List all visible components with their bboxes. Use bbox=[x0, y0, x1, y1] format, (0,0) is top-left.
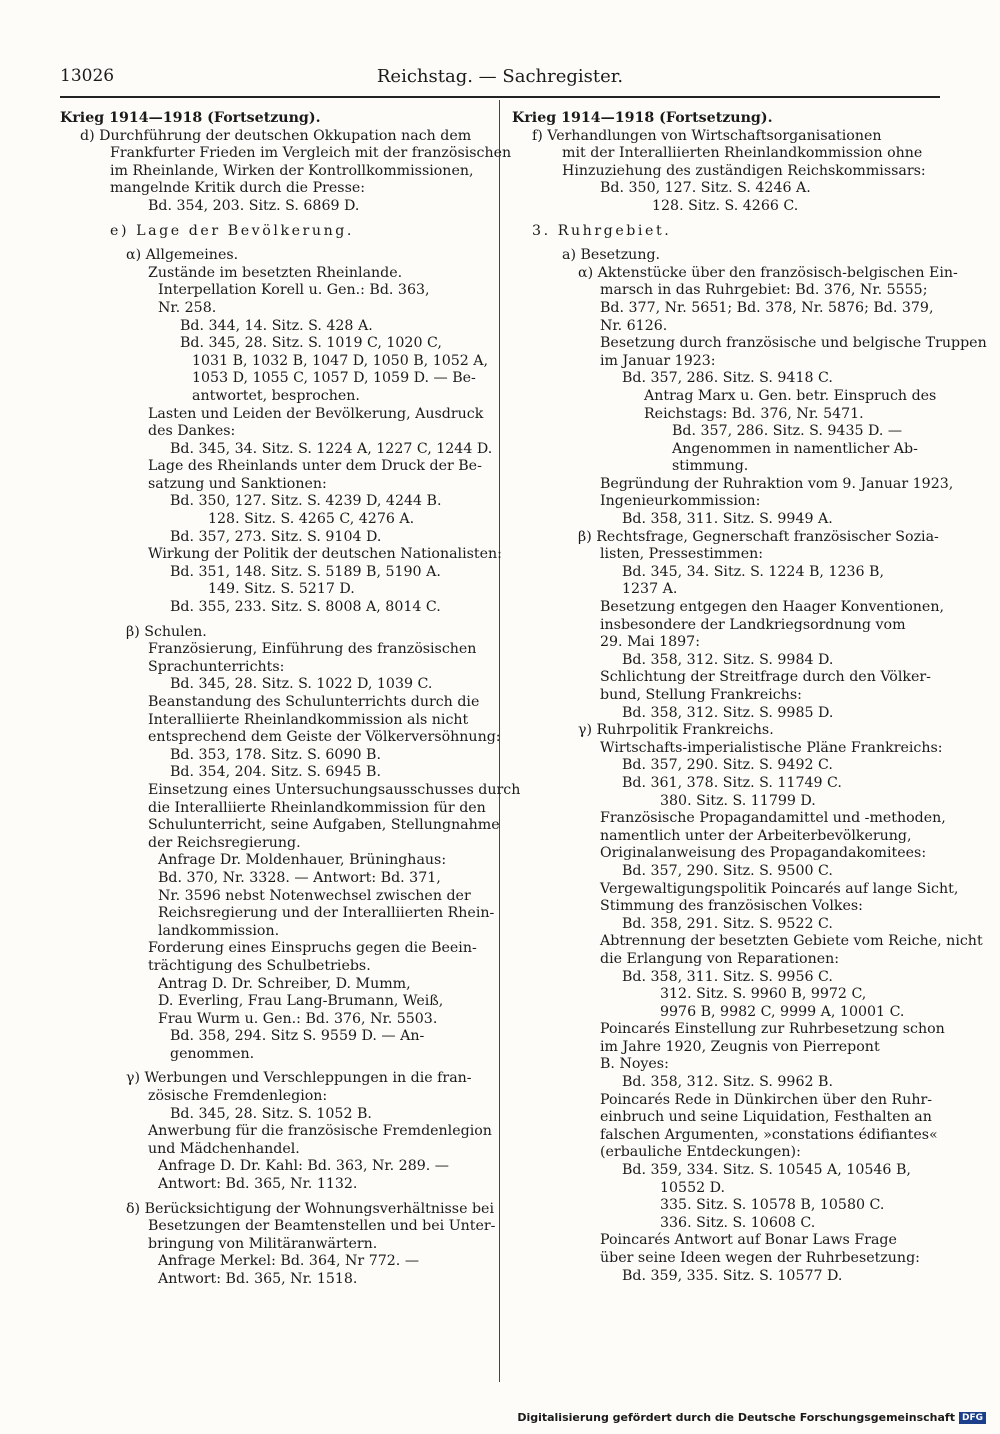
spacer bbox=[512, 240, 940, 247]
index-line: Bd. 358, 312. Sitz. S. 9962 B. bbox=[622, 1074, 833, 1091]
index-line: Reichstags: Bd. 376, Nr. 5471. bbox=[644, 405, 864, 422]
index-line: Nr. 6126. bbox=[600, 317, 668, 334]
index-line: Bd. 345, 28. Sitz. S. 1019 C, 1020 C, bbox=[180, 335, 442, 352]
spacer bbox=[512, 216, 940, 223]
index-line: α) Allgemeines. bbox=[126, 247, 239, 264]
spacer bbox=[60, 617, 488, 624]
index-line: Ingenieurkommission: bbox=[600, 493, 761, 510]
index-line: falschen Argumenten, »constations édifiantes« bbox=[600, 1126, 938, 1143]
index-line: stimmung. bbox=[672, 458, 749, 475]
index-line: 149. Sitz. S. 5217 D. bbox=[208, 581, 355, 598]
index-line: 336. Sitz. S. 10608 C. bbox=[660, 1214, 816, 1231]
index-line: Lasten und Leiden der Bevölkerung, Ausdruck bbox=[148, 405, 484, 422]
index-line: Bd. 354, 204. Sitz. S. 6945 B. bbox=[170, 764, 381, 781]
index-line: antwortet, besprochen. bbox=[192, 387, 360, 404]
index-line: Beanstandung des Schulunterrichts durch die bbox=[148, 694, 480, 710]
header-rule bbox=[60, 96, 940, 98]
index-line: Frankfurter Frieden im Vergleich mit der französischen bbox=[110, 145, 512, 162]
index-line: e) Lage der Bevölkerung. bbox=[110, 222, 354, 239]
index-line: Bd. 345, 34. Sitz. S. 1224 B, 1236 B, bbox=[622, 563, 884, 580]
index-line: 3. Ruhrgebiet. bbox=[532, 222, 672, 239]
index-line: f) Verhandlungen von Wirtschaftsorganisationen bbox=[532, 127, 882, 144]
index-line: Bd. 350, 127. Sitz. S. 4246 A. bbox=[600, 180, 811, 197]
index-line: Antwort: Bd. 365, Nr. 1132. bbox=[158, 1176, 358, 1193]
index-line: Bd. 351, 148. Sitz. S. 5189 B, 5190 A. bbox=[170, 563, 441, 580]
index-line: Antwort: Bd. 365, Nr. 1518. bbox=[158, 1271, 358, 1287]
index-line: (erbauliche Entdeckungen): bbox=[600, 1144, 801, 1161]
index-line: β) Rechtsfrage, Gegnerschaft französischer Sozia- bbox=[578, 528, 939, 545]
index-line: Bd. 377, Nr. 5651; Bd. 378, Nr. 5876; Bd. 379, bbox=[600, 299, 934, 316]
index-line: Nr. 258. bbox=[158, 299, 217, 316]
index-line: satzung und Sanktionen: bbox=[148, 475, 327, 492]
index-line: Bd. 353, 178. Sitz. S. 6090 B. bbox=[170, 746, 381, 763]
index-line: 380. Sitz. S. 11799 D. bbox=[660, 792, 816, 809]
index-line: mangelnde Kritik durch die Presse: bbox=[110, 180, 366, 197]
index-line: Bd. 345, 28. Sitz. S. 1022 D, 1039 C. bbox=[170, 676, 433, 693]
dfg-credit-text: Digitalisierung gefördert durch die Deutsche Forschungsgemeinschaft bbox=[517, 1411, 955, 1424]
index-line: 1031 B, 1032 B, 1047 D, 1050 B, 1052 A, bbox=[192, 352, 489, 369]
index-line: Reichsregierung und der Interalliierten Rhein- bbox=[158, 905, 495, 922]
index-line: Französierung, Einführung des französischen bbox=[148, 641, 477, 658]
index-line: Originalanweisung des Propagandakomitees: bbox=[600, 845, 927, 862]
index-line: marsch in das Ruhrgebiet: Bd. 376, Nr. 5555; bbox=[600, 282, 928, 299]
index-line: listen, Pressestimmen: bbox=[600, 546, 764, 563]
index-line: Vergewaltigungspolitik Poincarés auf lange Sicht, bbox=[600, 880, 959, 897]
running-title: Reichstag. — Sachregister. bbox=[376, 66, 624, 87]
left-column bbox=[60, 110, 521, 1289]
index-line: 312. Sitz. S. 9960 B, 9972 C, bbox=[660, 986, 867, 1003]
index-line: Wirkung der Politik der deutschen Nationalisten: bbox=[148, 546, 502, 563]
index-line: Abtrennung der besetzten Gebiete vom Reiche, nicht bbox=[600, 933, 983, 950]
index-line: Bd. 358, 312. Sitz. S. 9984 D. bbox=[622, 651, 834, 668]
index-line: Anfrage D. Dr. Kahl: Bd. 363, Nr. 289. — bbox=[158, 1158, 449, 1175]
index-line: über seine Ideen wegen der Ruhrbesetzung: bbox=[600, 1250, 920, 1266]
dfg-logo: DFG bbox=[959, 1412, 986, 1424]
index-line: bund, Stellung Frankreichs: bbox=[600, 687, 802, 703]
index-line: und Mädchenhandel. bbox=[148, 1140, 300, 1157]
index-line: Bd. 357, 290. Sitz. S. 9492 C. bbox=[622, 757, 833, 774]
index-line: Antrag Marx u. Gen. betr. Einspruch des bbox=[644, 387, 937, 404]
index-line: D. Everling, Frau Lang-Brumann, Weiß, bbox=[158, 993, 444, 1010]
index-line: 29. Mai 1897: bbox=[600, 634, 700, 651]
index-line: mit der Interalliierten Rheinlandkommission ohne bbox=[562, 145, 923, 162]
index-line: 1237 A. bbox=[622, 581, 678, 598]
index-line: Krieg 1914—1918 (Fortsetzung). bbox=[60, 110, 321, 126]
index-line: Poincarés Einstellung zur Ruhrbesetzung schon bbox=[600, 1021, 945, 1038]
index-line: Besetzung entgegen den Haager Konventionen, bbox=[600, 599, 944, 616]
index-line: Besetzungen der Beamtenstellen und bei Unter- bbox=[148, 1218, 496, 1235]
index-line: Französische Propagandamittel und -methoden, bbox=[600, 810, 946, 827]
index-line: landkommission. bbox=[158, 922, 280, 939]
index-line: Bd. 357, 273. Sitz. S. 9104 D. bbox=[170, 528, 382, 545]
index-line: bringung von Militäranwärtern. bbox=[148, 1235, 378, 1252]
index-line: Forderung eines Einspruchs gegen die Beein- bbox=[148, 940, 477, 957]
index-line: Sprachunterrichts: bbox=[148, 658, 285, 675]
index-line: trächtigung des Schulbetriebs. bbox=[148, 957, 371, 974]
index-line: Poincarés Rede in Dünkirchen über den Ruhr- bbox=[600, 1091, 933, 1108]
index-line: Bd. 358, 311. Sitz. S. 9949 A. bbox=[622, 511, 833, 528]
index-line: im Januar 1923: bbox=[600, 352, 716, 369]
spacer bbox=[60, 216, 488, 223]
index-line: 128. Sitz. S. 4265 C, 4276 A. bbox=[208, 511, 415, 528]
index-line: α) Aktenstücke über den französisch-belgischen Ein- bbox=[578, 264, 958, 281]
index-line: Poincarés Antwort auf Bonar Laws Frage bbox=[600, 1232, 897, 1249]
index-line: namentlich unter der Arbeiterbevölkerung, bbox=[600, 827, 912, 844]
index-line: d) Durchführung der deutschen Okkupation nach dem bbox=[80, 127, 472, 144]
index-line: Zustände im besetzten Rheinlande. bbox=[148, 264, 403, 281]
index-line: Angenommen in namentlicher Ab- bbox=[672, 440, 918, 457]
index-line: zösische Fremdenlegion: bbox=[148, 1088, 328, 1105]
right-column bbox=[512, 110, 987, 1285]
index-line: Anfrage Dr. Moldenhauer, Brüninghaus: bbox=[158, 852, 447, 869]
index-line: Bd. 358, 291. Sitz. S. 9522 C. bbox=[622, 915, 833, 932]
index-line: Bd. 345, 34. Sitz. S. 1224 A, 1227 C, 1244 D. bbox=[170, 440, 493, 457]
index-line: B. Noyes: bbox=[600, 1056, 669, 1073]
index-line: Hinzuziehung des zuständigen Reichskommissars: bbox=[562, 162, 926, 179]
index-line: Bd. 357, 290. Sitz. S. 9500 C. bbox=[622, 862, 833, 879]
index-line: Einsetzung eines Untersuchungsausschusses durch bbox=[148, 781, 521, 798]
index-line: einbruch und seine Liquidation, Festhalten an bbox=[600, 1109, 932, 1126]
spacer bbox=[60, 240, 488, 247]
index-line: Bd. 361, 378. Sitz. S. 11749 C. bbox=[622, 774, 842, 791]
index-line: Bd. 359, 335. Sitz. S. 10577 D. bbox=[622, 1267, 843, 1284]
index-line: Antrag D. Dr. Schreiber, D. Mumm, bbox=[158, 975, 411, 992]
index-line: β) Schulen. bbox=[126, 623, 207, 640]
index-line: Bd. 354, 203. Sitz. S. 6869 D. bbox=[148, 197, 360, 214]
index-line: 128. Sitz. S. 4266 C. bbox=[652, 197, 799, 214]
index-line: Bd. 357, 286. Sitz. S. 9418 C. bbox=[622, 370, 833, 387]
spacer bbox=[60, 1063, 488, 1070]
index-line: 10552 D. bbox=[660, 1179, 726, 1196]
index-line: der Reichsregierung. bbox=[148, 834, 301, 851]
index-line: Interpellation Korell u. Gen.: Bd. 363, bbox=[158, 282, 430, 299]
index-line: Bd. 358, 311. Sitz. S. 9956 C. bbox=[622, 968, 833, 985]
dfg-credit bbox=[517, 1411, 986, 1424]
index-line: Anwerbung für die französische Fremdenlegion bbox=[148, 1123, 492, 1140]
index-line: Interalliierte Rheinlandkommission als nicht bbox=[148, 711, 469, 728]
index-line: Nr. 3596 nebst Notenwechsel zwischen der bbox=[158, 887, 471, 904]
spacer bbox=[60, 1194, 488, 1201]
index-line: des Dankes: bbox=[148, 423, 236, 440]
index-line: γ) Ruhrpolitik Frankreichs. bbox=[578, 722, 774, 739]
index-line: Wirtschafts-imperialistische Pläne Frankreichs: bbox=[600, 739, 943, 756]
index-line: entsprechend dem Geiste der Völkerversöhnung: bbox=[148, 729, 501, 746]
index-line: im Jahre 1920, Zeugnis von Pierrepont bbox=[600, 1038, 880, 1055]
index-line: die Interalliierte Rheinlandkommission für den bbox=[148, 799, 486, 816]
index-line: Bd. 370, Nr. 3328. — Antwort: Bd. 371, bbox=[158, 869, 441, 886]
index-line: im Rheinlande, Wirken der Kontrollkommissionen, bbox=[110, 162, 474, 179]
index-line: Anfrage Merkel: Bd. 364, Nr 772. — bbox=[158, 1253, 420, 1270]
index-line: Bd. 358, 312. Sitz. S. 9985 D. bbox=[622, 704, 834, 721]
index-line: Bd. 350, 127. Sitz. S. 4239 D, 4244 B. bbox=[170, 493, 442, 510]
index-line: 9976 B, 9982 C, 9999 A, 10001 C. bbox=[660, 1003, 905, 1020]
index-line: genommen. bbox=[170, 1045, 255, 1062]
index-line: Lage des Rheinlands unter dem Druck der Be- bbox=[148, 458, 482, 475]
index-line: a) Besetzung. bbox=[562, 247, 661, 264]
index-line: Stimmung des französischen Volkes: bbox=[600, 898, 863, 915]
index-line: Schlichtung der Streitfrage durch den Völker- bbox=[600, 669, 931, 686]
index-line: Bd. 344, 14. Sitz. S. 428 A. bbox=[180, 317, 373, 334]
index-line: Frau Wurm u. Gen.: Bd. 376, Nr. 5503. bbox=[158, 1010, 438, 1027]
index-line: insbesondere der Landkriegsordnung vom bbox=[600, 616, 906, 633]
index-line: Begründung der Ruhraktion vom 9. Januar 1923, bbox=[600, 475, 954, 492]
index-line: die Erlangung von Reparationen: bbox=[600, 950, 840, 967]
index-line: δ) Berücksichtigung der Wohnungsverhältnisse bei bbox=[126, 1200, 494, 1217]
index-line: Bd. 357, 286. Sitz. S. 9435 D. — bbox=[672, 423, 903, 440]
index-line: Krieg 1914—1918 (Fortsetzung). bbox=[512, 110, 773, 126]
index-line: Bd. 355, 233. Sitz. S. 8008 A, 8014 C. bbox=[170, 599, 441, 616]
index-line: 335. Sitz. S. 10578 B, 10580 C. bbox=[660, 1197, 885, 1214]
index-line: Besetzung durch französische und belgische Truppen bbox=[600, 335, 987, 352]
index-line: Bd. 345, 28. Sitz. S. 1052 B. bbox=[170, 1105, 372, 1122]
index-line: Bd. 359, 334. Sitz. S. 10545 A, 10546 B, bbox=[622, 1162, 911, 1179]
index-line: γ) Werbungen und Verschleppungen in die fran- bbox=[126, 1070, 472, 1087]
index-line: Bd. 358, 294. Sitz S. 9559 D. — An- bbox=[170, 1028, 425, 1045]
index-line: Schulunterricht, seine Aufgaben, Stellungnahme bbox=[148, 817, 500, 834]
index-line: 1053 D, 1055 C, 1057 D, 1059 D. — Be- bbox=[192, 370, 476, 387]
page-number: 13026 bbox=[60, 66, 115, 86]
